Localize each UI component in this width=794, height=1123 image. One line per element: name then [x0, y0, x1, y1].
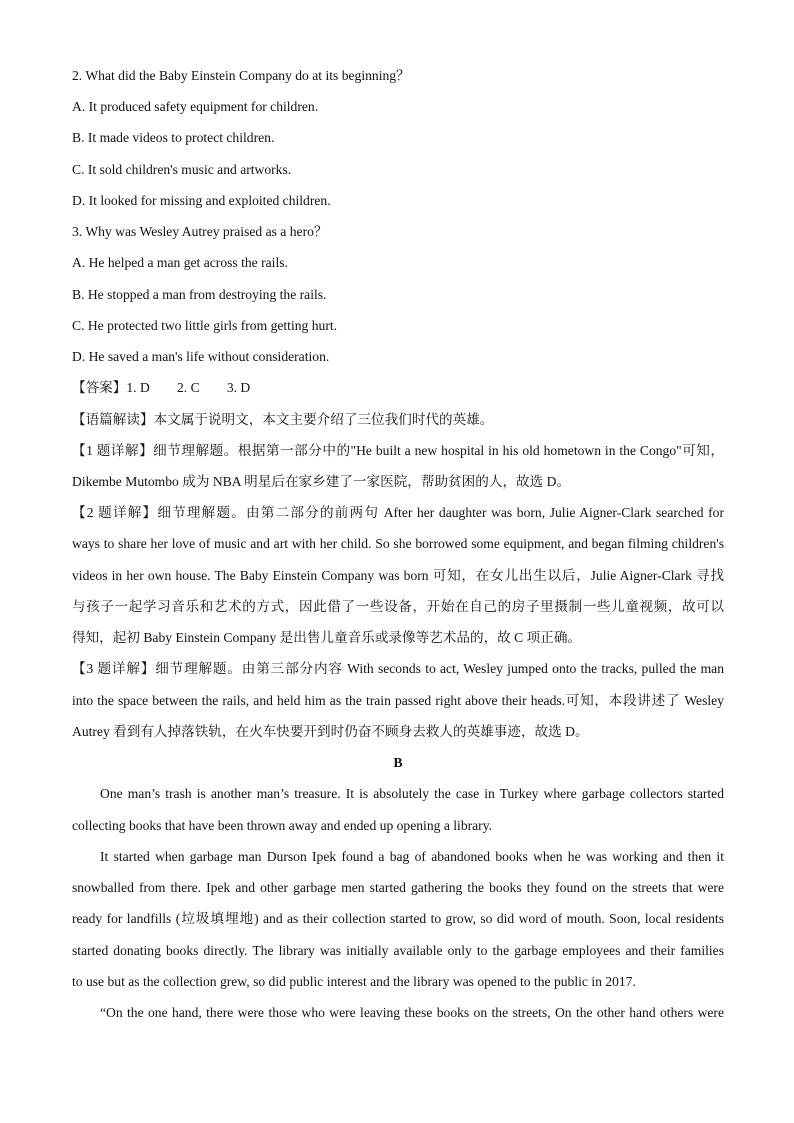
question-3-option-c: C. He protected two little girls from getting hurt.: [72, 318, 338, 333]
analysis-q2-line: videos in her own house. The Baby Einstein Company was born 可知，在女儿出生以后，Julie Aigner-Clark 寻找: [72, 568, 724, 583]
section-heading: B: [393, 755, 403, 770]
question-2-option-a: A. It produced safety equipment for children.: [72, 99, 319, 114]
question-3-option-d: D. He saved a man's life without consideration.: [72, 349, 330, 364]
passage-line: It started when garbage man Durson Ipek found a bag of abandoned books when he was working and then it: [100, 849, 724, 864]
passage-line: One man’s trash is another man’s treasure. It is absolutely the case in Turkey where garbage collectors started: [100, 786, 724, 801]
question-2-option-c: C. It sold children's music and artworks.: [72, 162, 292, 177]
analysis-q3-line: 【3 题详解】细节理解题。由第三部分内容 With seconds to act, Wesley jumped onto the tracks, pulled the man: [72, 661, 724, 676]
question-2-stem: 2. What did the Baby Einstein Company do at its beginning？: [72, 68, 410, 83]
analysis-q2-line: 与孩子一起学习音乐和艺术的方式，因此借了一些设备，开始在自己的房子里摄制一些儿童视频，故可以: [72, 599, 724, 614]
passage-line: snowballed from there. Ipek and other garbage men started gathering the books they found on the streets that were: [72, 880, 724, 895]
analysis-q2-line: 【2 题详解】细节理解题。由第二部分的前两句 After her daughter was born, Julie Aigner-Clark searched for: [72, 505, 724, 520]
passage-line: ready for landfills (垃圾填埋地) and as their collection started to grow, so did word of mouth. Soon, local residents: [72, 911, 724, 926]
analysis-q2-line: 得知，起初 Baby Einstein Company 是出售儿童音乐或录像等艺术品的，故 C 项正确。: [72, 630, 582, 645]
question-2-option-d: D. It looked for missing and exploited children.: [72, 193, 331, 208]
analysis-q3-line: into the space between the rails, and held him as the train passed right above their heads.可知，本段讲述了 Wesley: [72, 693, 724, 708]
passage-line: to use but as the collection grew, so did public interest and the library was opened to the public in 2017.: [72, 974, 636, 989]
question-2-option-b: B. It made videos to protect children.: [72, 130, 275, 145]
question-3-option-a: A. He helped a man get across the rails.: [72, 255, 288, 270]
analysis-q1-line: Dikembe Mutombo 成为 NBA 明星后在家乡建了一家医院，帮助贫困的人，故选 D。: [72, 474, 571, 489]
passage-line: started donating books directly. The library was initially available only to the garbage employees and their families: [72, 943, 724, 958]
passage-line: collecting books that have been thrown away and ended up opening a library.: [72, 818, 493, 833]
question-3-stem: 3. Why was Wesley Autrey praised as a hero？: [72, 224, 328, 239]
analysis-q3-line: Autrey 看到有人掉落铁轨，在火车快要开到时仍奋不顾身去救人的英雄事迹，故选 D。: [72, 724, 589, 739]
analysis-summary: 【语篇解读】本文属于说明文，本文主要介绍了三位我们时代的英雄。: [72, 412, 494, 427]
passage-line: “On the one hand, there were those who were leaving these books on the streets, On the other hand others were: [100, 1005, 724, 1020]
analysis-q1-line: 【1 题详解】细节理解题。根据第一部分中的"He built a new hospital in his old hometown in the Congo"可知，: [72, 443, 724, 458]
answer-line: 【答案】1. D 2. C 3. D: [72, 380, 251, 395]
question-3-option-b: B. He stopped a man from destroying the rails.: [72, 287, 327, 302]
analysis-q2-line: ways to share her love of music and art with her child. So she borrowed some equipment, and began filming children's: [72, 536, 724, 551]
